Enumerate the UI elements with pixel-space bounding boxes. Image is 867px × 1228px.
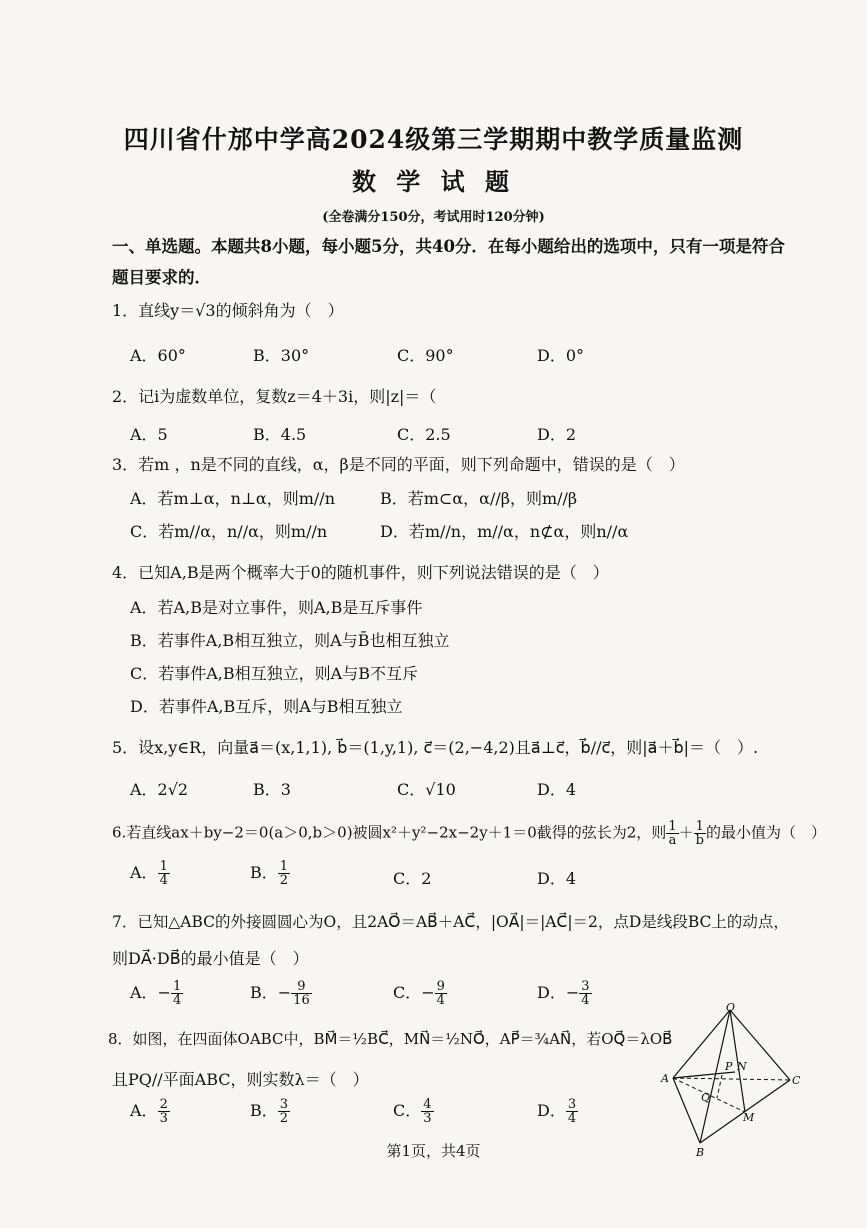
q6-stem: 6.若直线ax＋by−2＝0(a＞0,b＞0)被圆x²＋y²−2x−2y＋1＝0截得的弦长为2，则 $\frac{1}{a}$ ＋ $\frac{1}{b}$ 的最小值为（ ） [112, 819, 826, 848]
q6-option-d: D．4 [537, 869, 577, 888]
q1-option-d: D．0° [537, 346, 585, 365]
q8-option-a: A． $\frac{2}{3}$ [130, 1097, 168, 1126]
section-heading-line2: 题目要求的． [112, 268, 211, 287]
q2-option-b: B．4.5 [253, 425, 307, 444]
label-p: P [725, 1060, 733, 1073]
q4-option-a: A．若A,B是对立事件，则A,B是互斥事件 [130, 598, 423, 617]
q6-option-a: A． $\frac{1}{4}$ [130, 859, 168, 888]
q4-option-c: C．若事件A,B相互独立，则A与B不互斥 [130, 664, 418, 683]
exam-title: 四川省什邡中学高2024级第三学期期中教学质量监测 [123, 125, 744, 154]
edge-ac [673, 1078, 790, 1080]
q3-stem: 3．若m ，n是不同的直线，α，β是不同的平面，则下列命题中，错误的是（ ） [112, 455, 685, 474]
q6-fraction-1: $\frac{1}{a}$ [668, 819, 677, 848]
q7-option-b: B．− $\frac{9}{16}$ [250, 979, 310, 1008]
q5-option-a: A．2√2 [130, 780, 189, 799]
label-a: A [661, 1072, 669, 1085]
label-c: C [792, 1074, 801, 1087]
exam-subtitle: 数 学 试 题 [351, 167, 516, 196]
q7-line1: 7．已知△ABC的外接圆圆心为O，且2AO⃗＝AB⃗＋AC⃗，|OA⃗|＝|AC⃗|＝2，点D是线段BC上的动点， [112, 913, 789, 931]
q2-option-d: D．2 [537, 425, 577, 444]
q1-option-a: A．60° [130, 346, 186, 365]
section-heading-line1: 一、单选题。本题共8小题，每小题5分，共40分．在每小题给出的选项中，只有一项是符合 [112, 237, 785, 256]
q8-line1: 8．如图，在四面体OABC中，BM⃗＝½BC⃗，MN⃗＝½NO⃗，AP⃗＝¾AN⃗，若OQ⃗＝λOB⃗ [108, 1030, 673, 1048]
q7-line2: 则DA⃗·DB⃗的最小值是（ ） [112, 949, 309, 968]
q5-stem: 5．设x,y∈R，向量a⃗＝(x,1,1), b⃗＝(1,y,1), c⃗＝(2,−4,2)且a⃗⊥c⃗，b⃗//c⃗，则|a⃗＋b⃗|＝（ ）. [112, 738, 759, 757]
q1-stem: 1．直线y＝√3的倾斜角为（ ） [112, 301, 344, 320]
q5-option-b: B．3 [253, 780, 291, 799]
q2-option-a: A．5 [130, 425, 168, 444]
q6-fraction-2: $\frac{1}{b}$ [695, 819, 704, 848]
q3-option-c: C．若m//α，n//α，则m//n [130, 522, 328, 541]
q3-option-b: B．若m⊂α，α//β，则m//β [380, 489, 578, 508]
q2-stem: 2．记i为虚数单位，复数z＝4＋3i，则|z|＝（ [112, 387, 437, 406]
q8-line2: 且PQ//平面ABC，则实数λ＝（ ） [112, 1070, 369, 1089]
q6-stem-a: 6.若直线ax＋by−2＝0(a＞0,b＞0)被圆x²＋y²−2x−2y＋1＝0截得的弦长为2，则 [112, 823, 667, 842]
q3-option-d: D．若m//n，m//α，n⊄α，则n//α [380, 522, 629, 541]
exam-note: (全卷满分150分，考试用时120分钟) [322, 210, 545, 225]
page-footer: 第1页，共4页 [386, 1142, 481, 1160]
label-n: N [737, 1060, 747, 1073]
q8-option-c: C． $\frac{4}{3}$ [393, 1097, 432, 1126]
q7-option-a: A．− $\frac{1}{4}$ [130, 979, 182, 1008]
q4-option-b: B．若事件A,B相互独立，则A与B̄也相互独立 [130, 631, 450, 650]
q6-option-b: B． $\frac{1}{2}$ [250, 859, 289, 888]
q1-option-b: B．30° [253, 346, 310, 365]
label-o: O [726, 1001, 736, 1014]
q6-option-c: C．2 [393, 869, 432, 888]
q2-option-c: C．2.5 [397, 425, 451, 444]
q3-option-a: A．若m⊥α，n⊥α，则m//n [130, 489, 335, 508]
q4-option-d: D．若事件A,B互斥，则A与B相互独立 [130, 697, 403, 716]
q5-option-c: C．√10 [397, 780, 456, 799]
edge-ob [700, 1010, 730, 1143]
label-b: B [696, 1146, 705, 1159]
q5-option-d: D．4 [537, 780, 577, 799]
q1-option-c: C．90° [397, 346, 454, 365]
edge-ab [673, 1078, 700, 1143]
tetrahedron-figure [655, 1000, 805, 1160]
q6-stem-b: 的最小值为（ ） [705, 823, 826, 842]
label-q: Q [701, 1091, 711, 1104]
q4-stem: 4．已知A,B是两个概率大于0的随机事件，则下列说法错误的是（ ） [112, 563, 609, 582]
q7-option-c: C．− $\frac{9}{4}$ [393, 979, 445, 1008]
q8-option-b: B． $\frac{3}{2}$ [250, 1097, 289, 1126]
q7-option-d: D．− $\frac{3}{4}$ [537, 979, 590, 1008]
edge-oa [673, 1010, 730, 1078]
label-m: M [743, 1111, 755, 1124]
q8-option-d: D． $\frac{3}{4}$ [537, 1097, 577, 1126]
